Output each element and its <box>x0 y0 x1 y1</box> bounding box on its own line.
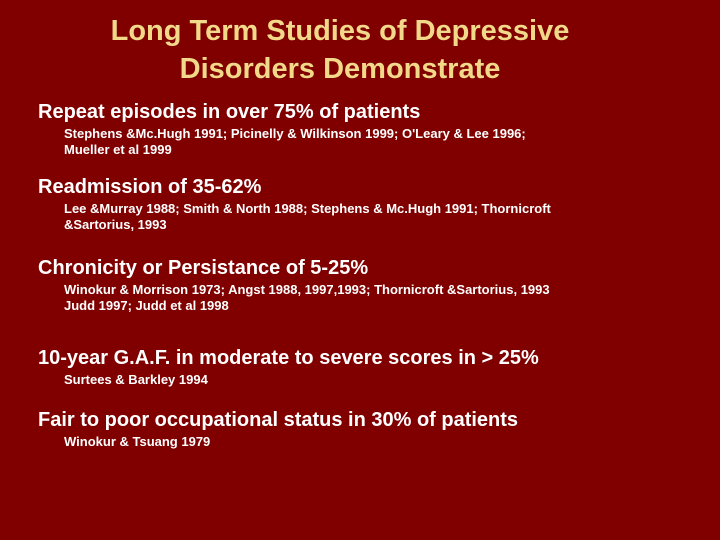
bullet-heading: Chronicity or Persistance of 5-25% <box>38 257 369 279</box>
bullet-heading: Fair to poor occupational status in 30% of patients <box>38 409 519 431</box>
citation-line: Judd 1997; Judd et al 1998 <box>64 298 229 313</box>
bullet-heading: Readmission of 35-62% <box>38 176 262 198</box>
bullet-point-occupational-status <box>38 408 698 450</box>
title-line-2: Disorders Demonstrate <box>179 53 501 85</box>
citation-line: Lee &Murray 1988; Smith & North 1988; Stephens & Mc.Hugh 1991; Thornicroft <box>64 201 551 216</box>
bullet-citation <box>64 126 698 158</box>
bullet-citation <box>64 282 698 314</box>
citation-line: Winokur & Morrison 1973; Angst 1988, 1997,1993; Thornicroft &Sartorius, 1993 <box>64 282 550 297</box>
citation-line: &Sartorius, 1993 <box>64 217 167 232</box>
bullet-point-readmission <box>38 175 698 233</box>
slide-title <box>40 12 640 88</box>
citation-line: Winokur & Tsuang 1979 <box>64 434 211 449</box>
bullet-citation <box>64 372 698 388</box>
title-line-1: Long Term Studies of Depressive <box>110 15 570 47</box>
bullet-heading: Repeat episodes in over 75% of patients <box>38 101 421 123</box>
bullet-heading: 10-year G.A.F. in moderate to severe scores in > 25% <box>38 347 539 369</box>
citation-line: Surtees & Barkley 1994 <box>64 372 208 387</box>
citation-line: Mueller et al 1999 <box>64 142 172 157</box>
bullet-point-chronicity <box>38 256 698 314</box>
bullet-citation <box>64 201 698 233</box>
bullet-point-gaf <box>38 346 698 388</box>
bullet-citation <box>64 434 698 450</box>
citation-line: Stephens &Mc.Hugh 1991; Picinelly & Wilkinson 1999; O'Leary & Lee 1996; <box>64 126 526 141</box>
bullet-point-repeat-episodes <box>38 100 698 158</box>
